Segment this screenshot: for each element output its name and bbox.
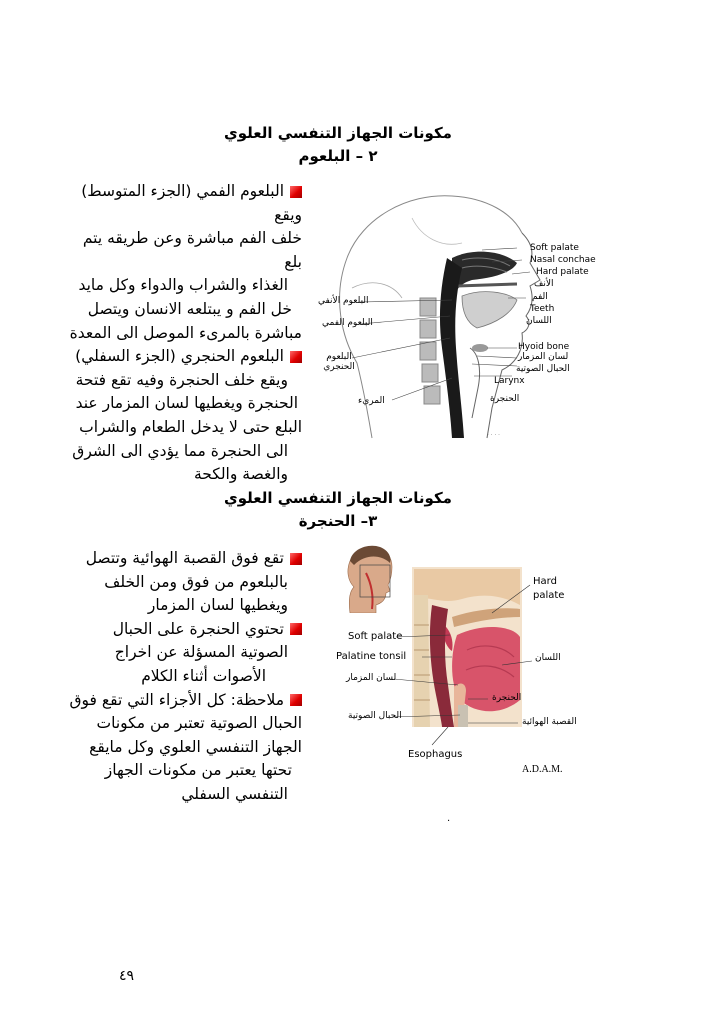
bullet-item: تقع فوق القصبة الهوائية وتتصل بالبلعوم من فوق ومن الخلف ويغطيها لسان المزمار <box>66 547 302 618</box>
section1-subtitle: ٢ – البلعوم <box>298 147 378 165</box>
bullet-icon <box>290 351 302 363</box>
label-nasopharynx-ar: البلعوم الأنفي <box>318 296 369 306</box>
label-esophagus: Esophagus <box>408 749 463 760</box>
label-nasal-conchae: Nasal conchae <box>530 255 596 265</box>
label-larynx: Larynx <box>494 376 525 386</box>
page-number: ٤٩ <box>119 968 135 984</box>
label-laryngopharynx-ar: البلعوم الحنجري <box>323 352 355 372</box>
label-teeth: Teeth <box>530 304 555 314</box>
bullet-item: البلعوم الحنجري (الجزء السفلي) ويقع خلف الحنجرة وفيه تقع فتحة الحنجرة ويغطيها لسان المزمار عند البلع حتى لا يدخل الطعام والشراب الى الحنجرة مما يؤدي الى الشرق والغصة والكحة <box>72 347 302 484</box>
pharynx-diagram <box>312 188 596 444</box>
label-vocal-cords-ar: الحبال الصوتية <box>516 364 570 374</box>
section2-subtitle: ٣– الحنجرة <box>298 512 378 530</box>
label-nose-ar: الأنف <box>534 279 554 289</box>
bullet-item: ملاحظة: كل الأجزاء التي تقع فوق الحبال الصوتية تعتبر من مكونات الجهاز التنفسي العلوي وكل مايقع تحتها يعتبر من مكونات الجهاز التنفسي السفلي <box>69 690 302 803</box>
bullet-icon <box>290 694 302 706</box>
stray-dot: . <box>447 813 451 824</box>
label-vocal-cords-ar-2: الحبال الصوتية <box>348 711 402 721</box>
bullet-item: تحتوي الحنجرة على الحبال الصوتية المسؤلة عن اخراج الأصوات أثناء الكلام <box>66 618 302 689</box>
label-mouth-ar: الفم <box>532 292 548 302</box>
bullet-item: البلعوم الفمي (الجزء المتوسط) ويقع خلف الفم مباشرة وعن طريقه يتم بلع الغذاء والشراب والدواء وكل مايد خل الفم و يبتلعه الانسان ويتصل مباشرة بالمرىء الموصل الى المعدة <box>69 182 302 342</box>
section1-title: مكونات الجهاز التنفسي العلوي <box>224 124 452 142</box>
label-hard-palate-2: Hard palate <box>533 576 565 601</box>
label-epiglottis-ar: لسان المزمار <box>518 352 569 362</box>
label-hyoid: Hyoid bone <box>518 342 570 352</box>
section2-text <box>66 547 302 807</box>
label-esophagus-ar: المريء <box>358 396 385 406</box>
label-trachea-ar: القصبة الهوائية <box>522 717 577 727</box>
label-palatine-tonsil: Palatine tonsil <box>336 651 407 662</box>
label-hard-palate: Hard palate <box>536 267 589 277</box>
section2-title: مكونات الجهاز التنفسي العلوي <box>224 489 452 507</box>
brand-logo: A.D.A.M. <box>522 764 563 775</box>
larynx-diagram <box>332 565 588 775</box>
label-larynx-ar-2: الحنجرة <box>492 693 522 703</box>
bullet-icon <box>290 553 302 565</box>
label-epiglottis-ar-2: لسان المزمار <box>346 673 397 683</box>
diagram-credit: · · · · <box>487 432 500 438</box>
label-tongue-ar-2: اللسان <box>535 653 561 663</box>
label-soft-palate: Soft palate <box>530 243 579 253</box>
label-soft-palate-2: Soft palate <box>348 631 403 642</box>
bullet-icon <box>290 186 302 198</box>
label-larynx-ar: الحنجرة <box>490 394 520 404</box>
label-tongue-ar: اللسان <box>526 316 552 326</box>
section1-text <box>66 180 302 487</box>
label-oropharynx-ar: البلعوم الفمي <box>322 318 373 328</box>
bullet-icon <box>290 623 302 635</box>
